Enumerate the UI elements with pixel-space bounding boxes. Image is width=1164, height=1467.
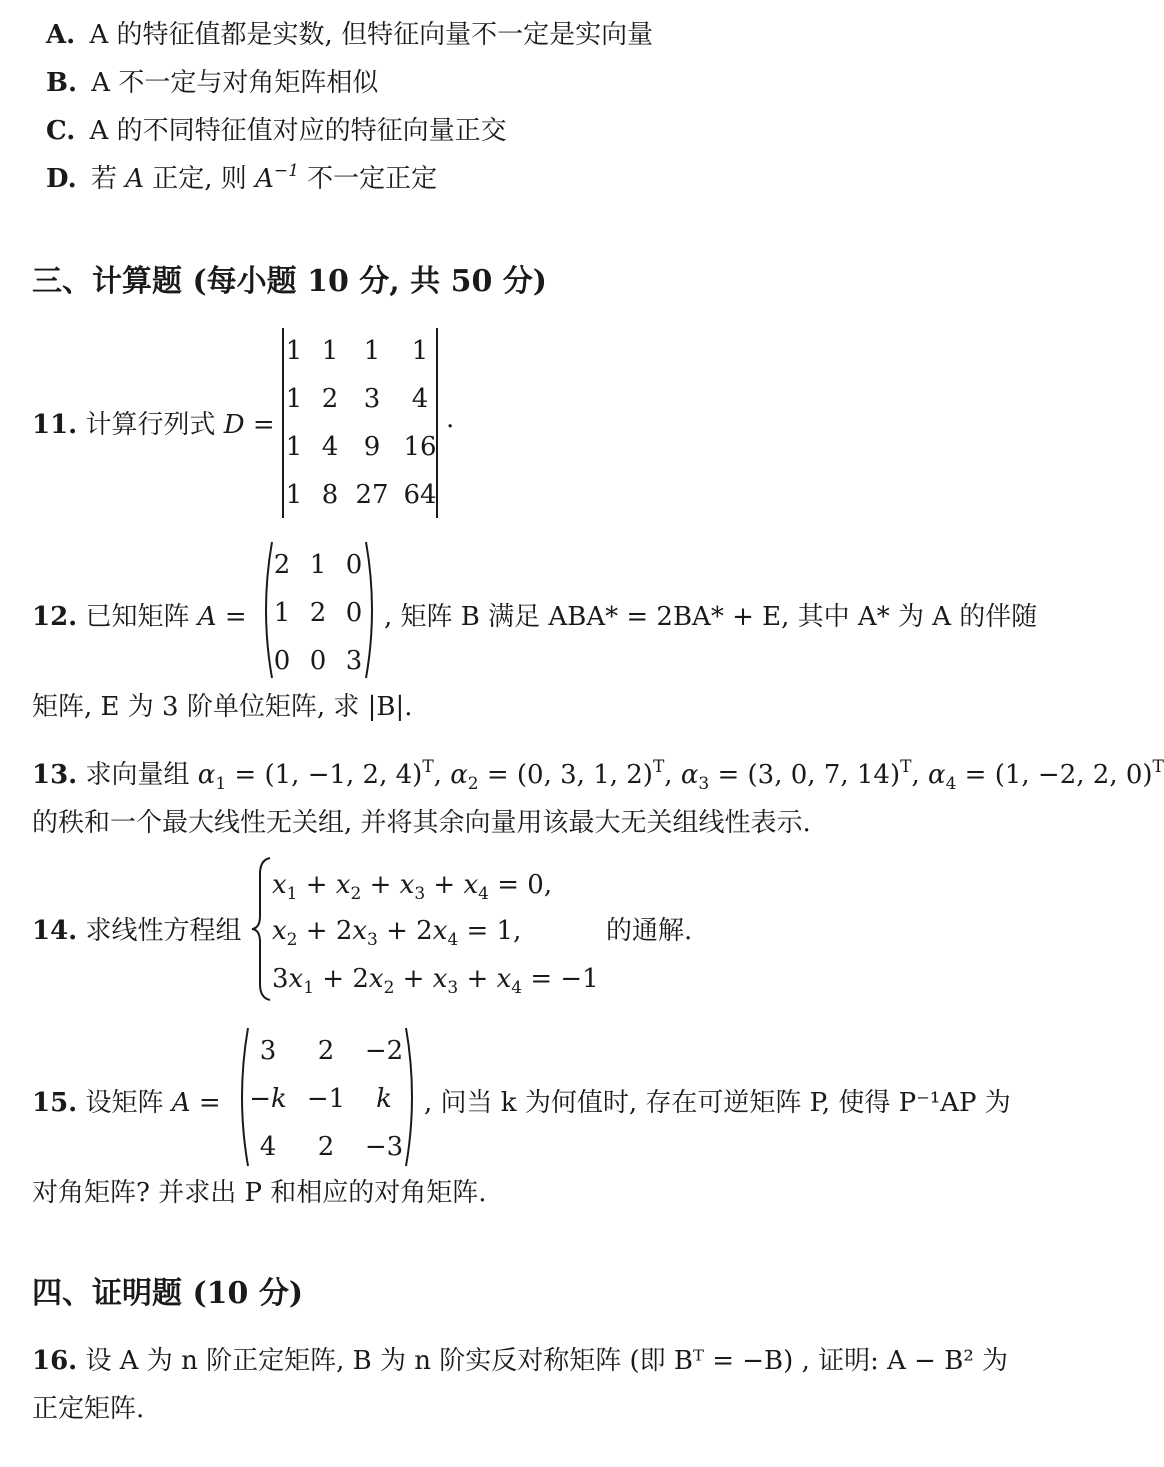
q14-eq1: $x_1 + x_2 + x_3 + x_4 = 0$, [272, 870, 553, 904]
q11-cell-1-2: 3 [363, 384, 381, 414]
q12-cell-1-0: 1 [273, 598, 291, 628]
option-a-text: A 的特征值都是实数, 但特征向量不一定是实向量 [89, 20, 654, 50]
q15-cell-1-1: −1 [306, 1084, 346, 1114]
q12-cell-2-1: 0 [309, 646, 327, 676]
q15-number: 15. [32, 1088, 78, 1118]
option-b-label: B. [46, 68, 78, 98]
q12-text: 已知矩阵 [85, 602, 190, 632]
q11-cell-3-2: 27 [355, 480, 389, 510]
q11-cell-0-0: 1 [285, 336, 303, 366]
q11-cell-2-0: 1 [285, 432, 303, 462]
q11-cell-0-3: 1 [411, 336, 429, 366]
q12-cell-2-2: 3 [345, 646, 363, 676]
q12-after: , 矩阵 B 满足 ABA* = 2BA* + E, 其中 A* 为 A 的伴随 [384, 602, 1038, 632]
section-3-heading: 三、计算题 (每小题 10 分, 共 50 分) [32, 264, 547, 299]
q12-cell-0-1: 1 [309, 550, 327, 580]
q14-prompt [32, 910, 242, 947]
q12-cell-0-0: 2 [273, 550, 291, 580]
option-d [46, 158, 437, 195]
q13-number: 13. [32, 760, 78, 790]
q11-prompt: 11. 计算行列式 D = [32, 410, 275, 440]
q11-text: 计算行列式 [85, 410, 216, 440]
q11-cell-1-1: 2 [321, 384, 339, 414]
q14-number: 14. [32, 916, 78, 946]
q11-cell-1-0: 1 [285, 384, 303, 414]
q12-line2: 矩阵, E 为 3 阶单位矩阵, 求 |B|. [32, 692, 413, 722]
option-c-label: C. [46, 116, 76, 146]
option-d-mid: 正定, 则 [152, 164, 247, 194]
option-a-label: A. [46, 20, 76, 50]
q15-prompt: 15. 设矩阵 A = [32, 1088, 221, 1118]
option-a [46, 14, 653, 51]
q12-cell-1-1: 2 [309, 598, 327, 628]
q12-prompt: 12. 已知矩阵 A = [32, 602, 247, 632]
q11-cell-3-3: 64 [403, 480, 437, 510]
q12-cell-2-0: 0 [273, 646, 291, 676]
q11-cell-2-3: 16 [403, 432, 437, 462]
q15-cell-2-2: −3 [364, 1132, 404, 1162]
q12-cell-0-2: 0 [345, 550, 363, 580]
q14-brace [250, 856, 272, 1002]
q13-prompt: 13. 求向量组 $\alpha_1 = (1$, −1, 2, 4)$^T$, $\alpha_2 = (0$, 3, 1, 2)$^T$, $\alpha_3 = (3$, 0, 7, 14)$^T$, $\alpha_4 = (1$, −2, 2, 0)$^T$ [32, 757, 1164, 794]
math-A: A [171, 1088, 191, 1118]
q15-right-paren [404, 1026, 420, 1168]
q15-line2: 对角矩阵? 并求出 P 和相应的对角矩阵. [32, 1178, 487, 1208]
q16-line1 [32, 1340, 1008, 1377]
q16-number: 16. [32, 1346, 78, 1376]
q15-text: 设矩阵 [85, 1088, 164, 1118]
option-c-text: A 的不同特征值对应的特征向量正交 [89, 116, 507, 146]
q11-cell-2-1: 4 [321, 432, 339, 462]
q11-period: . [446, 404, 455, 434]
q15-cell-1-0: −k [249, 1084, 287, 1114]
q15-cell-1-2: k [376, 1084, 392, 1114]
math-A: A [125, 164, 144, 194]
q13-line2: 的秩和一个最大线性无关组, 并将其余向量用该最大无关组线性表示. [32, 808, 811, 838]
q11-cell-0-2: 1 [363, 336, 381, 366]
q11-number: 11. [32, 410, 78, 440]
q15-cell-0-2: −2 [364, 1036, 404, 1066]
q14-after: 的通解. [606, 916, 693, 946]
math-D: D [223, 410, 245, 440]
q15-cell-2-1: 2 [317, 1132, 335, 1162]
q11-cell-3-1: 8 [321, 480, 339, 510]
option-c [46, 110, 507, 147]
q13-text: 求向量组 [85, 760, 190, 790]
section-4-heading: 四、证明题 (10 分) [32, 1276, 304, 1311]
q16-text: 设 A 为 n 阶正定矩阵, B 为 n 阶实反对称矩阵 (即 Bᵀ = −B) , 证明: A − B² 为 [85, 1346, 1009, 1376]
q16-line2: 正定矩阵. [32, 1394, 145, 1424]
math-A: A [197, 602, 217, 632]
option-b-text: A 不一定与对角矩阵相似 [91, 68, 379, 98]
q14-eq3: $3x_1 + 2x_2 + x_3 + x_4 = -1$ [272, 964, 599, 998]
option-d-post: 不一定正定 [307, 164, 438, 194]
q15-cell-0-0: 3 [259, 1036, 277, 1066]
q12-cell-1-2: 0 [345, 598, 363, 628]
q11-cell-2-2: 9 [363, 432, 381, 462]
q11-cell-1-3: 4 [411, 384, 429, 414]
option-b [46, 62, 378, 99]
q12-number: 12. [32, 602, 78, 632]
option-d-pre: 若 [90, 164, 117, 194]
math-A-inverse: $A^{-1}$ [255, 161, 299, 194]
option-d-label: D. [46, 164, 77, 194]
q11-cell-0-1: 1 [321, 336, 339, 366]
q15-cell-2-0: 4 [259, 1132, 277, 1162]
q14-eq2: $x_2 + 2x_3 + 2x_4 = 1$, [272, 916, 522, 950]
q11-cell-3-0: 1 [285, 480, 303, 510]
q15-after: , 问当 k 为何值时, 存在可逆矩阵 P, 使得 P⁻¹AP 为 [424, 1088, 1011, 1118]
q14-text: 求线性方程组 [85, 916, 242, 946]
q15-cell-0-1: 2 [317, 1036, 335, 1066]
